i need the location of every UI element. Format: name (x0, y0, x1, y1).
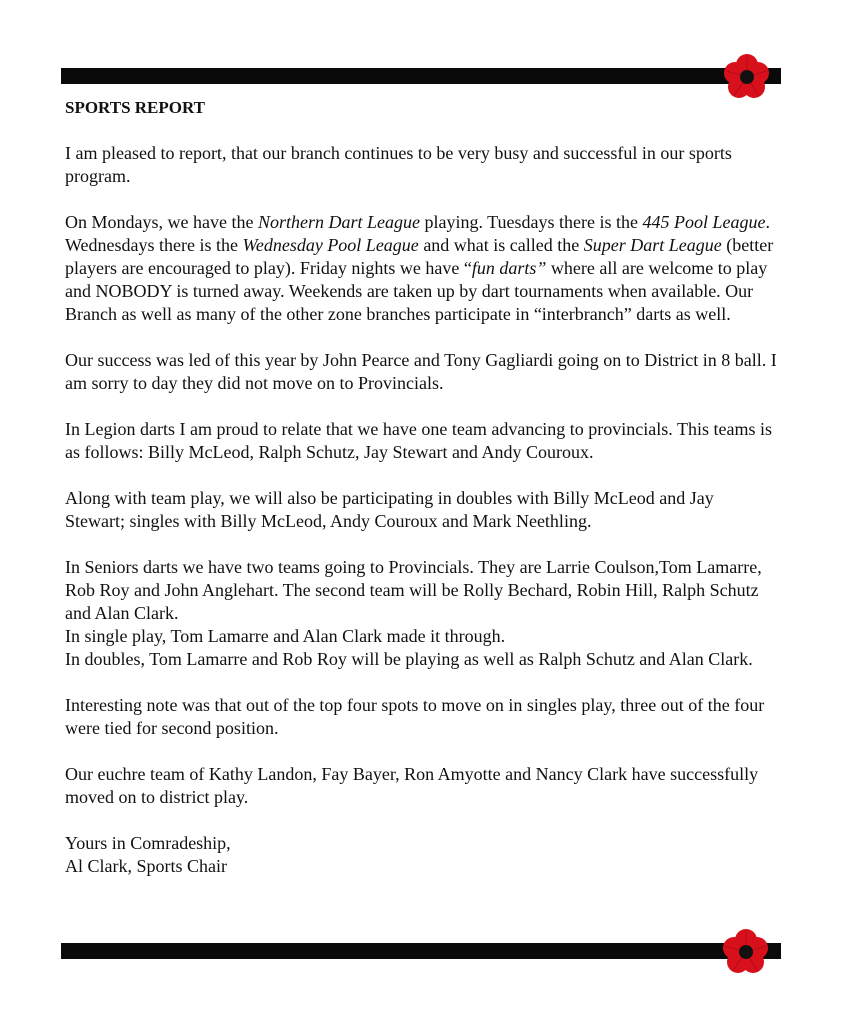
leagues-text-1: On Mondays, we have the (65, 212, 258, 232)
leagues-text-6: where all are welcome to play and NOBODY is turned away. Weekends are taken up by dart tournaments when available. Our Branch as well as many of the other zone branches participate in “interbranch” darts as well. (65, 258, 768, 324)
league-name-super-dart: Super Dart League (583, 235, 722, 255)
signature: Al Clark, Sports Chair (65, 856, 227, 876)
poppy-icon (722, 52, 772, 102)
league-name-wednesday-pool: Wednesday Pool League (242, 235, 419, 255)
paragraph-euchre: Our euchre team of Kathy Landon, Fay Bayer, Ron Amyotte and Nancy Clark have successfully moved on to district play. (65, 764, 759, 807)
leagues-text-3: . Wednesdays there is the (65, 212, 770, 255)
leagues-text-2: playing. Tuesdays there is the (419, 212, 643, 232)
sports-report (65, 96, 777, 878)
leagues-text-5: (better players are encouraged to play). Friday nights we have “ (65, 235, 774, 278)
league-name-northern-dart: Northern Dart League (257, 212, 420, 232)
bottom-rule (61, 943, 781, 959)
report-title: SPORTS REPORT (65, 98, 206, 117)
paragraph-intro: I am pleased to report, that our branch continues to be very busy and successful in our sports program. (65, 143, 732, 186)
paragraph-seniors-doubles: In doubles, Tom Lamarre and Rob Roy will be playing as well as Ralph Schutz and Alan Clark. (65, 649, 753, 669)
paragraph-legion-darts: In Legion darts I am proud to relate that we have one team advancing to provincials. This teams is as follows: Billy McLeod, Ralph Schutz, Jay Stewart and Andy Couroux. (65, 419, 772, 462)
leagues-text-4: and what is called the (418, 235, 584, 255)
closing-line: Yours in Comradeship, (65, 833, 231, 853)
league-name-445-pool: 445 Pool League (642, 212, 766, 232)
poppy-icon (721, 927, 771, 977)
paragraph-district: Our success was led of this year by John Pearce and Tony Gagliardi going on to District in 8 ball. I am sorry to day they did not move on to Provincials. (65, 350, 777, 393)
paragraph-seniors-singles: In single play, Tom Lamarre and Alan Clark made it through. (65, 626, 506, 646)
paragraph-doubles-singles: Along with team play, we will also be participating in doubles with Billy McLeod and Jay Stewart; singles with Billy McLeod, Andy Couroux and Mark Neethling. (65, 488, 714, 531)
fun-darts-label: fun darts” (471, 258, 547, 278)
paragraph-interesting-note: Interesting note was that out of the top four spots to move on in singles play, three out of the four were tied for second position. (65, 695, 765, 738)
paragraph-seniors-teams: In Seniors darts we have two teams going to Provincials. They are Larrie Coulson,Tom Lamarre, Rob Roy and John Anglehart. The second team will be Rolly Bechard, Robin Hill, Ralph Schutz and Alan Clark. (65, 557, 762, 623)
paragraph-leagues (65, 211, 777, 326)
top-rule (61, 68, 781, 84)
